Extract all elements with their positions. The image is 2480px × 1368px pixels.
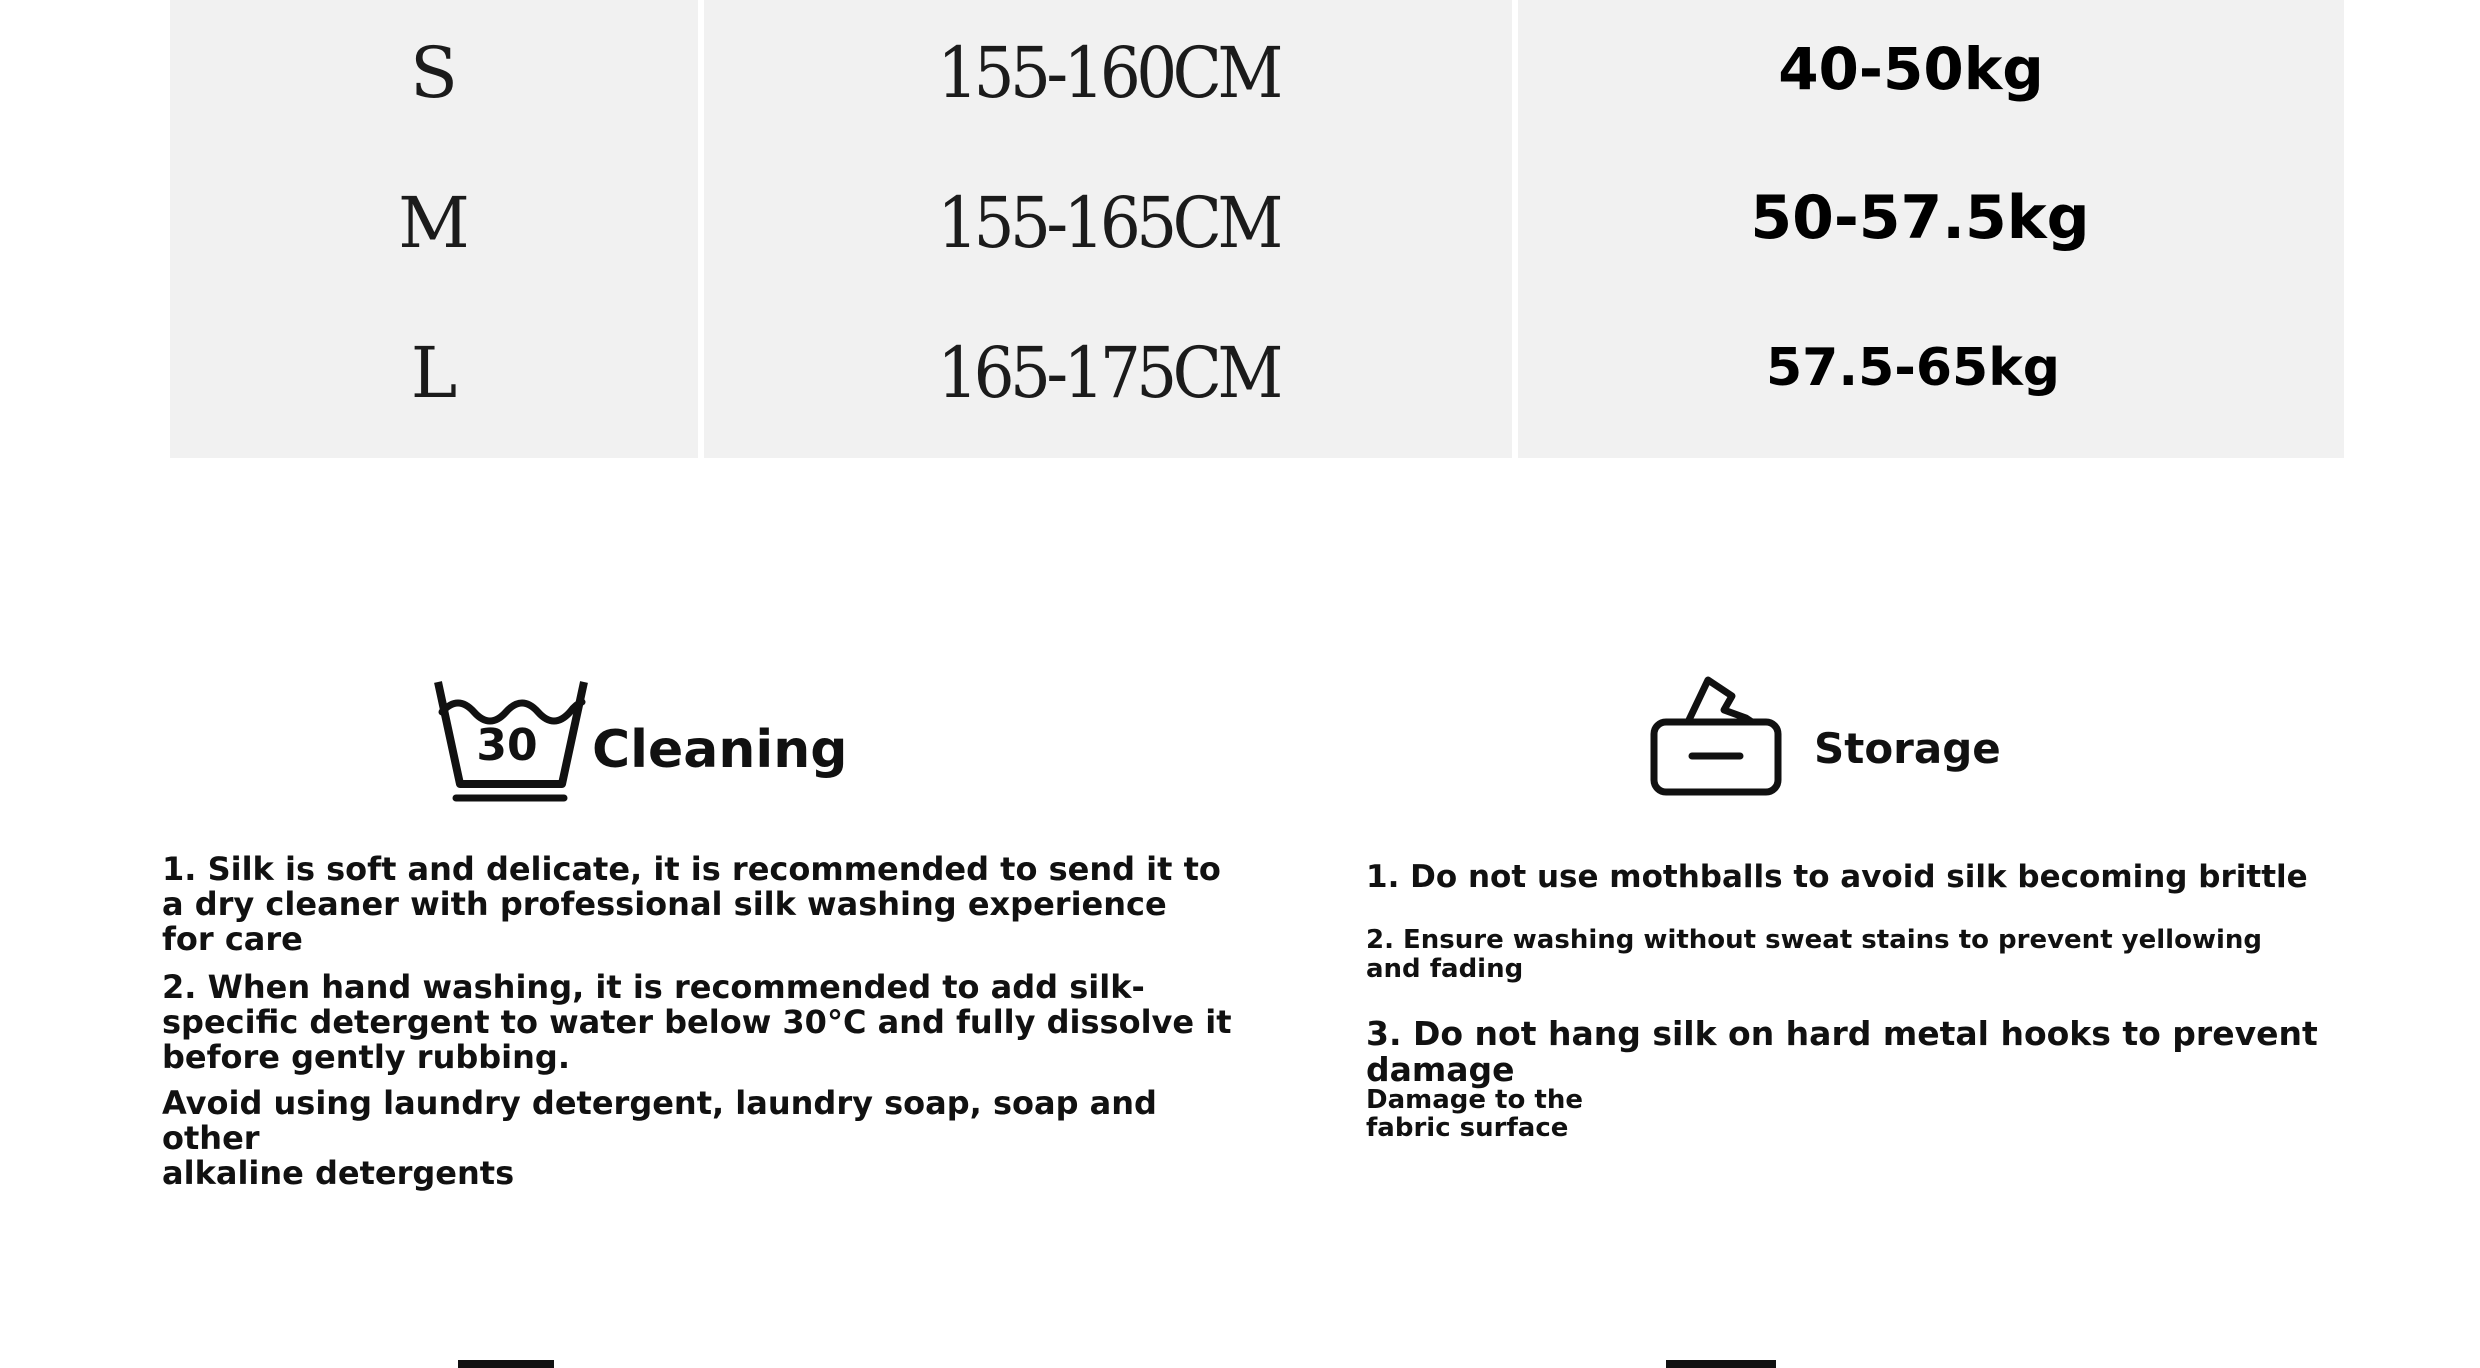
storage-instruction: 2. Ensure washing without sweat stains to prevent yellowing and fading: [1366, 925, 2262, 984]
size-cell: S: [410, 32, 458, 114]
size-cell: M: [398, 182, 470, 264]
size-column: [170, 0, 698, 458]
height-cell: 155-165CM: [937, 182, 1279, 264]
storage-instruction: 1. Do not use mothballs to avoid silk becoming brittle: [1366, 859, 2308, 895]
size-cell: L: [410, 332, 458, 414]
height-cell: 165-175CM: [937, 332, 1279, 414]
wash-temperature-label: 30: [476, 720, 538, 771]
cleaning-instruction: Avoid using laundry detergent, laundry soap, soap and other alkaline detergents: [162, 1084, 1157, 1192]
cleaning-instruction: 2. When hand washing, it is recommended to add silk- specific detergent to water below 30°C and fully dissolve it before gently rubbing.: [162, 968, 1232, 1076]
height-column: [704, 0, 1512, 458]
weight-cell: 40-50kg: [1778, 35, 2044, 103]
height-cell: 155-160CM: [937, 32, 1279, 114]
next-care-icon: [1666, 1360, 1776, 1368]
storage-box-icon: [1648, 674, 1784, 798]
storage-instruction: 3. Do not hang silk on hard metal hooks to prevent damage: [1366, 1014, 2318, 1089]
next-care-icon: [458, 1360, 554, 1368]
weight-column: [1518, 0, 2344, 458]
size-chart-table: [170, 0, 2344, 458]
weight-cell: 50-57.5kg: [1750, 183, 2090, 253]
cleaning-instruction: 1. Silk is soft and delicate, it is recommended to send it to a dry cleaner with professional silk washing experience for care: [162, 850, 1221, 958]
cleaning-title: Cleaning: [592, 720, 848, 780]
weight-cell: 57.5-65kg: [1765, 338, 2061, 398]
storage-instruction: Damage to the fabric surface: [1366, 1085, 1583, 1143]
storage-title: Storage: [1814, 724, 2001, 773]
